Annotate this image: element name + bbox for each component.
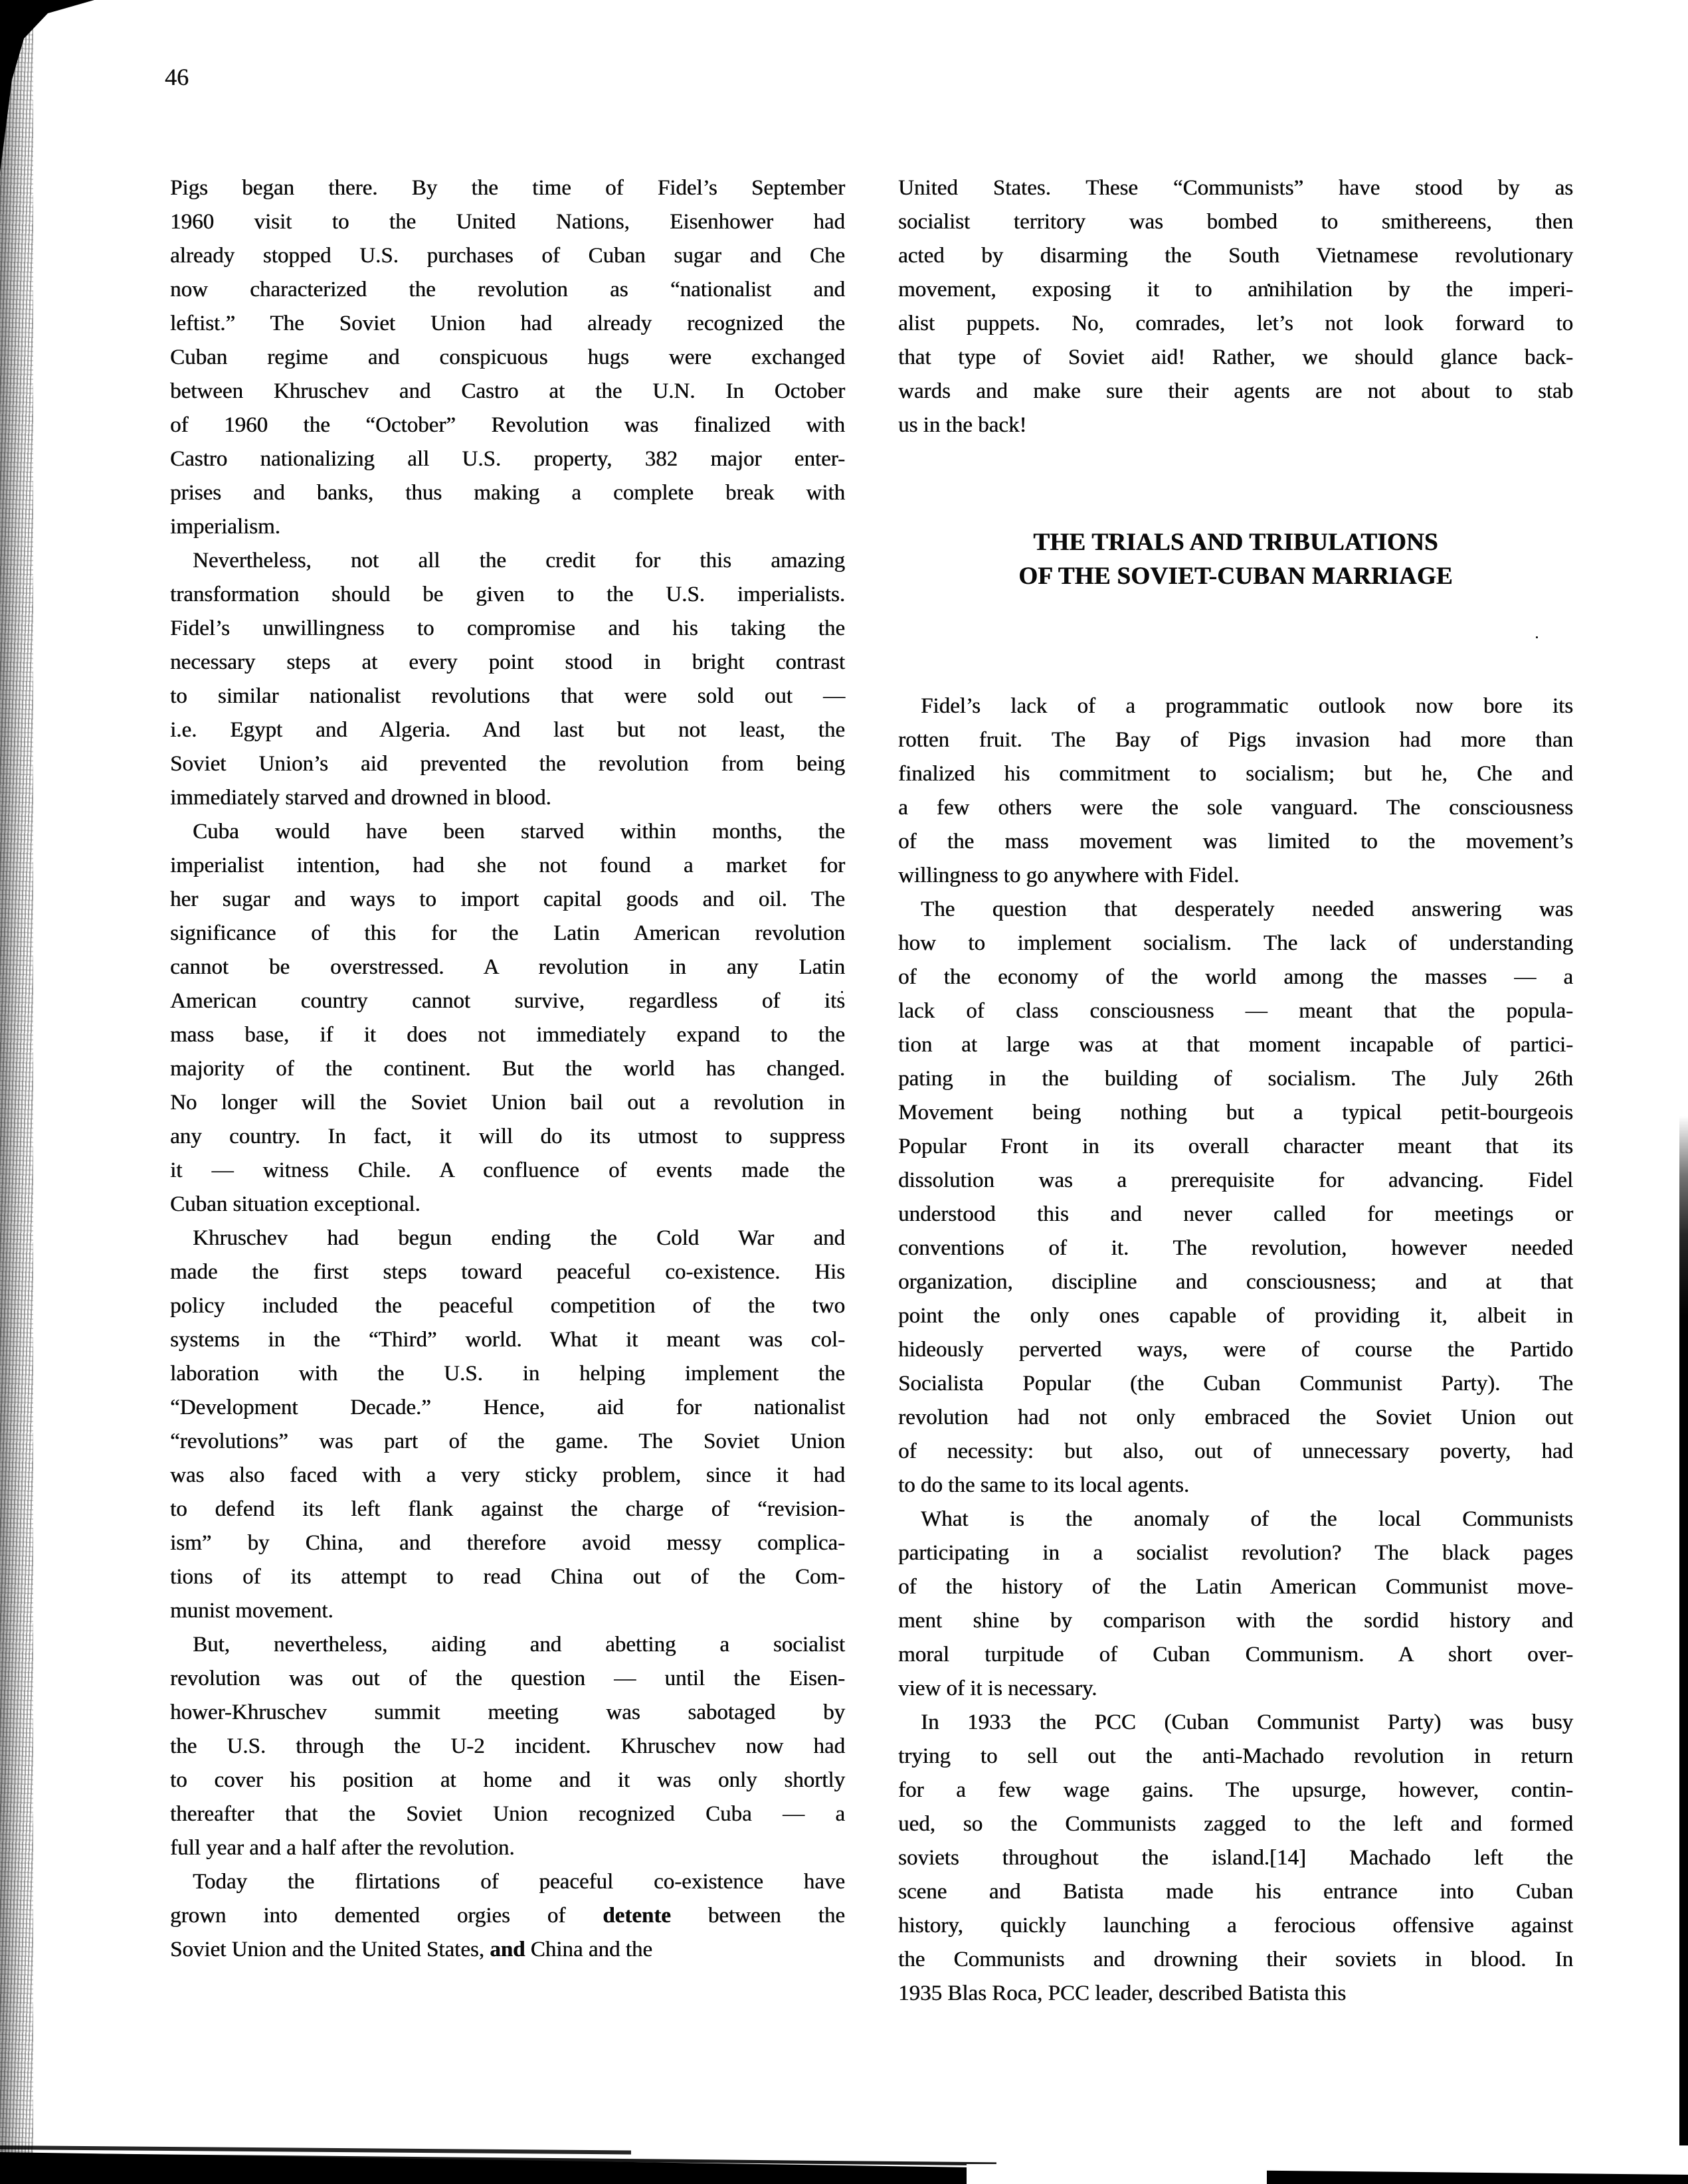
text-line: Movement being nothing but a typical petit-bourgeois [898, 1101, 1573, 1125]
text-line: was also faced with a very sticky problem, since it had [170, 1463, 845, 1487]
text-line: conventions of it. The revolution, however needed [898, 1236, 1573, 1260]
text-line: 1960 visit to the United Nations, Eisenhower had [170, 210, 845, 234]
text-line: American country cannot survive, regardless of its [170, 989, 845, 1013]
text-line: What is the anomaly of the local Communists [921, 1507, 1573, 1531]
scan-right-edge-artifact [1679, 1116, 1688, 2145]
text-line: her sugar and ways to import capital goods and oil. The [170, 887, 845, 911]
text-line: finalized his commitment to socialism; but he, Che and [898, 762, 1573, 786]
text-line: The question that desperately needed answering was [921, 897, 1573, 921]
text-line: immediately starved and drowned in blood. [170, 786, 551, 810]
text-line: to do the same to its local agents. [898, 1473, 1190, 1497]
text-line: acted by disarming the South Vietnamese revolutionary [898, 244, 1573, 268]
text-line: of necessity: but also, out of unnecessary poverty, had [898, 1439, 1573, 1463]
text-line: significance of this for the Latin American revolution [170, 921, 845, 945]
text-line: “Development Decade.” Hence, aid for nationalist [170, 1396, 845, 1419]
section-heading [898, 525, 1573, 593]
text-line: any country. In fact, it will do its utmost to suppress [170, 1125, 845, 1148]
text-line: But, nevertheless, aiding and abetting a socialist [193, 1633, 845, 1657]
text-line: Socialista Popular (the Cuban Communist Party). The [898, 1372, 1573, 1396]
text-line: 1935 Blas Roca, PCC leader, described Batista this [898, 1981, 1347, 2005]
text-line: ment shine by comparison with the sordid history and [898, 1609, 1573, 1633]
paragraph [170, 1865, 845, 1967]
text-line: full year and a half after the revolution. [170, 1836, 515, 1860]
text-line: organization, discipline and consciousness; and at that [898, 1270, 1573, 1294]
left-column [170, 171, 845, 1967]
text-line: of the history of the Latin American Communist move- [898, 1575, 1573, 1599]
text-line: that type of Soviet aid! Rather, we should glance back- [898, 345, 1573, 369]
text-line: understood this and never called for meetings or [898, 1202, 1573, 1226]
right-column [898, 171, 1573, 2011]
text-line: movement, exposing it to annihilation by the imperi- [898, 278, 1573, 302]
paragraph [898, 171, 1573, 442]
text-line: wards and make sure their agents are not about to stab [898, 379, 1573, 403]
text-line: ism” by China, and therefore avoid messy complica- [170, 1531, 845, 1555]
text-line: participating in a socialist revolution? The black pages [898, 1541, 1573, 1565]
paragraph [898, 893, 1573, 1502]
text-line: rotten fruit. The Bay of Pigs invasion had more than [898, 728, 1573, 752]
paragraph [170, 544, 845, 815]
text-line: necessary steps at every point stood in bright contrast [170, 650, 845, 674]
text-line: lack of class consciousness — meant that the popula- [898, 999, 1573, 1023]
text-line: “revolutions” was part of the game. The Soviet Union [170, 1429, 845, 1453]
text-line: Pigs began there. By the time of Fidel’s September [170, 176, 845, 200]
right-column-bottom [898, 689, 1573, 2011]
paragraph [170, 1222, 845, 1628]
text-line: ued, so the Communists zagged to the left and formed [898, 1812, 1573, 1836]
text-line: laboration with the U.S. in helping implement the [170, 1362, 845, 1386]
text-line: Castro nationalizing all U.S. property, 382 major enter- [170, 447, 845, 471]
text-line: majority of the continent. But the world has changed. [170, 1057, 845, 1081]
text-line: a few others were the sole vanguard. The consciousness [898, 796, 1573, 820]
text-line: tion at large was at that moment incapable of partici- [898, 1033, 1573, 1057]
text-line: to cover his position at home and it was only shortly [170, 1768, 845, 1792]
text-line: socialist territory was bombed to smithereens, then [898, 210, 1573, 234]
text-line: Today the flirtations of peaceful co-existence have [193, 1870, 845, 1894]
text-line: Cuban regime and conspicuous hugs were exchanged [170, 345, 845, 369]
right-column-top [898, 171, 1573, 442]
text-line: of the economy of the world among the masses — a [898, 965, 1573, 989]
paragraph [898, 689, 1573, 893]
text-line: hideously perverted ways, were of course the Partido [898, 1338, 1573, 1362]
text-line: leftist.” The Soviet Union had already recognized the [170, 312, 845, 335]
section-heading-line-2: OF THE SOVIET-CUBAN MARRIAGE [1018, 563, 1453, 590]
text-line: already stopped U.S. purchases of Cuban sugar and Che [170, 244, 845, 268]
text-line: the U.S. through the U-2 incident. Khruschev now had [170, 1734, 845, 1758]
text-line: dissolution was a prerequisite for advancing. Fidel [898, 1168, 1573, 1192]
text-line: mass base, if it does not immediately expand to the [170, 1023, 845, 1047]
text-line: imperialism. [170, 515, 280, 539]
text-line: Popular Front in its overall character meant that its [898, 1135, 1573, 1158]
paragraph [170, 815, 845, 1222]
paragraph [898, 1706, 1573, 2011]
text-line: moral turpitude of Cuban Communism. A short over- [898, 1643, 1573, 1667]
text-line: Fidel’s unwillingness to compromise and his taking the [170, 616, 845, 640]
text-line: view of it is necessary. [898, 1677, 1097, 1700]
text-line: for a few wage gains. The upsurge, however, contin- [898, 1778, 1573, 1802]
page-number: 46 [165, 64, 189, 90]
text-line: thereafter that the Soviet Union recognized Cuba — a [170, 1802, 845, 1826]
text-line: how to implement socialism. The lack of understanding [898, 931, 1573, 955]
text-line: grown into demented orgies of detente between the [170, 1904, 845, 1928]
text-line: us in the back! [898, 413, 1027, 437]
paragraph [170, 1628, 845, 1865]
text-line: Khruschev had begun ending the Cold War and [193, 1226, 845, 1250]
text-line: between Khruschev and Castro at the U.N. In October [170, 379, 845, 403]
text-line: imperialist intention, had she not found a market for [170, 854, 845, 877]
text-line: soviets throughout the island.[14] Machado left the [898, 1846, 1573, 1870]
text-line: transformation should be given to the U.S. imperialists. [170, 583, 845, 606]
text-line: Soviet Union and the United States, and China and the [170, 1938, 652, 1961]
text-line: policy included the peaceful competition of the two [170, 1294, 845, 1318]
text-line: In 1933 the PCC (Cuban Communist Party) was busy [921, 1710, 1573, 1734]
text-line: it — witness Chile. A confluence of events made the [170, 1158, 845, 1182]
text-line: alist puppets. No, comrades, let’s not look forward to [898, 312, 1573, 335]
text-line: willingness to go anywhere with Fidel. [898, 864, 1240, 887]
text-line: trying to sell out the anti-Machado revolution in return [898, 1744, 1573, 1768]
paragraph [170, 171, 845, 544]
section-heading-line-1: THE TRIALS AND TRIBULATIONS [1033, 529, 1438, 556]
text-line: history, quickly launching a ferocious offensive against [898, 1914, 1573, 1938]
text-line: scene and Batista made his entrance into Cuban [898, 1880, 1573, 1904]
text-line: to similar nationalist revolutions that were sold out — [170, 684, 845, 708]
text-line: of the mass movement was limited to the movement’s [898, 830, 1573, 854]
text-line: Soviet Union’s aid prevented the revolution from being [170, 752, 845, 776]
text-line: prises and banks, thus making a complete break with [170, 481, 845, 505]
text-line: pating in the building of socialism. The July 26th [898, 1067, 1573, 1091]
paragraph [898, 1502, 1573, 1706]
page-binding-shadow [0, 0, 33, 2184]
text-line: made the first steps toward peaceful co-existence. His [170, 1260, 845, 1284]
text-line: Cuban situation exceptional. [170, 1192, 421, 1216]
scan-bottom-notch [967, 2164, 1267, 2184]
text-line: revolution was out of the question — until the Eisen- [170, 1667, 845, 1690]
text-line: cannot be overstressed. A revolution in any Latin [170, 955, 845, 979]
text-line: tions of its attempt to read China out of the Com- [170, 1565, 845, 1589]
text-line: munist movement. [170, 1599, 333, 1623]
text-line: Fidel’s lack of a programmatic outlook now bore its [921, 694, 1573, 718]
text-line: to defend its left flank against the charge of “revision- [170, 1497, 845, 1521]
text-line: Nevertheless, not all the credit for this amazing [193, 549, 845, 573]
text-line: point the only ones capable of providing it, albeit in [898, 1304, 1573, 1328]
text-line: hower-Khruschev summit meeting was sabotaged by [170, 1700, 845, 1724]
text-line: systems in the “Third” world. What it meant was col- [170, 1328, 845, 1352]
text-line: Cuba would have been starved within months, the [193, 820, 845, 844]
text-line: revolution had not only embraced the Soviet Union out [898, 1406, 1573, 1429]
text-line: now characterized the revolution as “nationalist and [170, 278, 845, 302]
text-line: No longer will the Soviet Union bail out a revolution in [170, 1091, 845, 1115]
text-line: i.e. Egypt and Algeria. And last but not least, the [170, 718, 845, 742]
text-line: the Communists and drowning their soviets in blood. In [898, 1948, 1573, 1971]
text-line: United States. These “Communists” have stood by as [898, 176, 1573, 200]
text-line: of 1960 the “October” Revolution was finalized with [170, 413, 845, 437]
